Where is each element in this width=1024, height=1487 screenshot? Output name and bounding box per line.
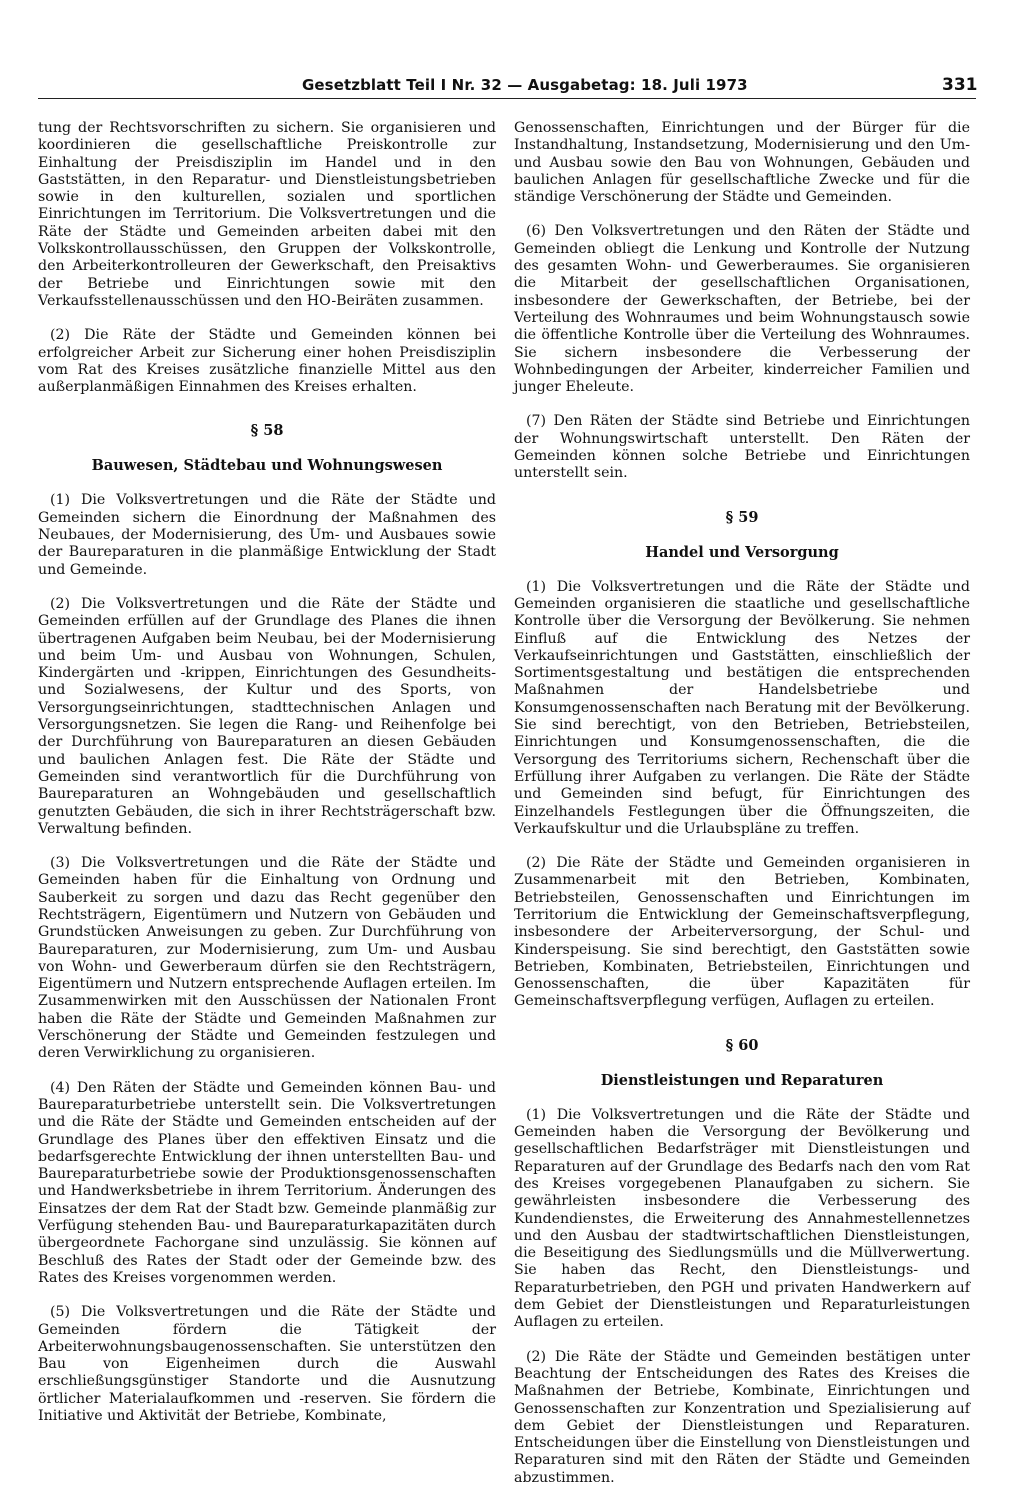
section-58-number: § 58 [250,422,284,440]
section-59-title: Handel und Versorgung [645,543,839,561]
gazette-title: Gesetzblatt Teil I Nr. 32 — Ausgabetag: 18. Juli 1973 [302,76,748,94]
paragraph-60-1: (1) Die Volksvertretungen und die Räte der Städte und Gemeinden haben die Versorgung der Bevölkerung und gesellschaftlichen Bedarfsträger mit Dienstleistungen und Reparaturen auf der Grundlage des Bedarfs nach den vom Rat des Kreises vorgegebenen Planaufgaben zu sichern. Sie gewährleisten insbesondere die Verbesserung des Kundendienstes, die Erweiterung des Annahmestellennetzes und den Ausbau der stadtwirtschaftlichen Dienstleistungen, die Beseitigung des Siedlungsmülls und die Müllverwertung. Sie haben das Recht, den Dienstleistungs- und Reparaturbetrieben, den PGH und privaten Handwerkern auf dem Gebiet der Dienstleistungen und Reparaturleistungen Auflagen zu erteilen. [514,1106,970,1331]
paragraph-58-3: (3) Die Volksvertretungen und die Räte der Städte und Gemeinden haben für die Einhaltung von Ordnung und Sauberkeit zu sorgen und dazu das Recht gegenüber den Rechtsträgern, Eigentümern und Nutzern von Gebäuden und Grundstücken Anweisungen zu geben. Zur Durchführung von Baureparaturen, zur Modernisierung, zum Um- und Ausbau von Wohn- und Gewerberaum dürfen sie den Rechtsträgern, Eigentümern und Nutzern entsprechende Auflagen erteilen. Im Zusammenwirken mit den Ausschüssen der Nationalen Front haben die Räte der Städte und Gemeinden Maßnahmen zur Verschönerung der Städte und Gemeinden festzulegen und deren Verwirklichung zu organisieren. [38,855,496,1062]
paragraph-59-1: (1) Die Volksvertretungen und die Räte der Städte und Gemeinden organisieren die staatliche und gesellschaftliche Kontrolle über die Versorgung der Bevölkerung. Sie nehmen Einfluß auf die Entwicklung des Netzes der Verkaufseinrichtungen und Gaststätten, einschließlich der Sortimentsgestaltung und bestätigen die entsprechenden Maßnahmen der Handelsbetriebe und Konsumgenossenschaften nach Beratung mit der Bevölkerung. Sie sind berechtigt, von den Betrieben, Betriebsteilen, Einrichtungen und Konsumgenossenschaften, die die Versorgung des Territoriums sichern, Rechenschaft über die Erfüllung ihrer Aufgaben zu verlangen. Die Räte der Städte und Gemeinden sind befugt, für Einrichtungen des Einzelhandels Festlegungen über die Öffnungszeiten, die Verkaufskultur und die Urlaubspläne zu treffen. [514,578,970,837]
paragraph-58-5: (5) Die Volksvertretungen und die Räte der Städte und Gemeinden fördern die Tätigkeit der Arbeiterwohnungsbaugenossenschaften. Sie unterstützen den Bau von Eigenheimen durch die Auswahl erschließungsgünstiger Standorte und die Ausnutzung örtlicher Materialaufkommen und -reserven. Sie fördern die Initiative und Aktivität der Betriebe, Kombinate, [38,1304,496,1424]
paragraph-continued: tung der Rechtsvorschriften zu sichern. Sie organisieren und koordinieren die gesellschaftliche Preiskontrolle zur Einhaltung der Preisdisziplin im Handel und in den Gaststätten, in den Reparatur- und Dienstleistungsbetrieben sowie in den kulturellen, sozialen und sportlichen Einrichtungen im Territorium. Die Volksvertretungen und die Räte der Städte und Gemeinden arbeiten dabei mit den Volkskontrollausschüssen, den Gruppen der Volkskontrolle, den Arbeiterkontrolleuren der Gewerkschaft, den Preisaktivs der Betriebe und Einrichtungen sowie mit den Verkaufsstellenausschüssen und den HO-Beiräten zusammen. [38,120,496,309]
paragraph-58-2: (2) Die Volksvertretungen und die Räte der Städte und Gemeinden erfüllen auf der Grundlage des Planes die ihnen übertragenen Aufgaben beim Neubau, bei der Modernisierung und beim Um- und Ausbau von Wohnungen, Schulen, Kindergärten und -krippen, Einrichtungen des Gesundheits- und Sozialwesens, der Kultur und des Sports, von Versorgungseinrichtungen, stadttechnischen Anlagen und Versorgungsnetzen. Sie legen die Rang- und Reihenfolge bei der Durchführung von Baureparaturen an diesen Gebäuden und baulichen Anlagen fest. Die Räte der Städte und Gemeinden sind verantwortlich für die Durchführung von Baureparaturen an Wohngebäuden und gesellschaftlich genutzten Gebäuden, die sich in ihrer Rechtsträgerschaft bzw. Verwaltung befinden. [38,595,496,837]
left-column [38,120,496,1440]
right-column [514,120,970,1486]
paragraph-58-6: (6) Den Volksvertretungen und den Räten der Städte und Gemeinden obliegt die Lenkung und Kontrolle der Nutzung des gesamten Wohn- und Gewerberaumes. Sie organisieren die Mitarbeit der gesellschaftlichen Organisationen, insbesondere der Gewerkschaften, der Betriebe, bei der Verteilung des Wohnraumes und beim Wohnungstausch sowie die öffentliche Kontrolle über die Verteilung des Wohnraumes. Sie sichern insbesondere die Verbesserung der Wohnbedingungen der Arbeiter, kinderreicher Familien und junger Eheleute. [514,223,970,396]
paragraph-58-1: (1) Die Volksvertretungen und die Räte der Städte und Gemeinden sichern die Einordnung der Maßnahmen des Neubaues, der Modernisierung, des Um- und Ausbaues sowie der Baureparaturen in die planmäßige Entwicklung der Stadt und Gemeinde. [38,492,496,578]
page-number: 331 [942,75,978,95]
paragraph-58-7: (7) Den Räten der Städte sind Betriebe und Einrichtungen der Wohnungswirtschaft unterstellt. Den Räten der Gemeinden können solche Betriebe und Einrichtungen unterstellt sein. [514,413,970,482]
paragraph-57-2: (2) Die Räte der Städte und Gemeinden können bei erfolgreicher Arbeit zur Sicherung einer hohen Preisdisziplin vom Rat des Kreises zusätzliche finanzielle Mittel aus den außerplanmäßigen Einnahmen des Kreises erhalten. [38,327,496,396]
paragraph-58-5-continued: Genossenschaften, Einrichtungen und der Bürger für die Instandhaltung, Instandsetzung, Modernisierung und den Um- und Ausbau sowie den Bau von Wohnungen, Gebäuden und baulichen Anlagen für gesellschaftliche Zwecke und für die ständige Verschönerung der Städte und Gemeinden. [514,120,970,206]
section-60-title: Dienstleistungen und Reparaturen [600,1071,884,1089]
section-58-title: Bauwesen, Städtebau und Wohnungswesen [91,457,443,475]
section-60-number: § 60 [725,1036,759,1054]
paragraph-58-4: (4) Den Räten der Städte und Gemeinden können Bau- und Baureparaturbetriebe unterstellt sein. Die Volksvertretungen und die Räte der Städte und Gemeinden entscheiden auf der Grundlage des Planes über den effektiven Einsatz und die bedarfsgerechte Entwicklung der ihnen unterstellten Bau- und Baureparaturbetriebe sowie der Produktionsgenossenschaften und Handwerksbetriebe in ihrem Territorium. Änderungen des Einsatzes der dem Rat der Stadt bzw. Gemeinde planmäßig zur Verfügung stehenden Bau- und Baureparaturkapazitäten durch übergeordnete Fachorgane sind unzulässig. Sie können auf Beschluß des Rates der Stadt oder der Gemeinde bzw. des Rates des Kreises vorgenommen werden. [38,1079,496,1286]
section-59-number: § 59 [725,508,759,526]
paragraph-60-2: (2) Die Räte der Städte und Gemeinden bestätigen unter Beachtung der Entscheidungen des Rates des Kreises die Maßnahmen der Betriebe, Kombinate, Einrichtungen und Genossenschaften zur Konzentration und Spezialisierung auf dem Gebiet der Dienstleistungen und Reparaturen. Entscheidungen über die Einstellung von Dienstleistungen und Reparaturen sind mit den Räten der Städte und Gemeinden abzustimmen. [514,1348,970,1486]
page-header [0,76,1024,100]
header-rule [38,98,976,99]
paragraph-59-2: (2) Die Räte der Städte und Gemeinden organisieren in Zusammenarbeit mit den Betrieben, Kombinaten, Betriebsteilen, Genossenschaften und Einrichtungen im Territorium die Entwicklung der Gemeinschaftsverpflegung, insbesondere der Arbeiterversorgung, der Schul- und Kinderspeisung. Sie sind berechtigt, den Gaststätten sowie Betrieben, Kombinaten, Betriebsteilen, Einrichtungen und Genossenschaften, die über Kapazitäten für Gemeinschaftsverpflegung verfügen, Auflagen zu erteilen. [514,855,970,1010]
